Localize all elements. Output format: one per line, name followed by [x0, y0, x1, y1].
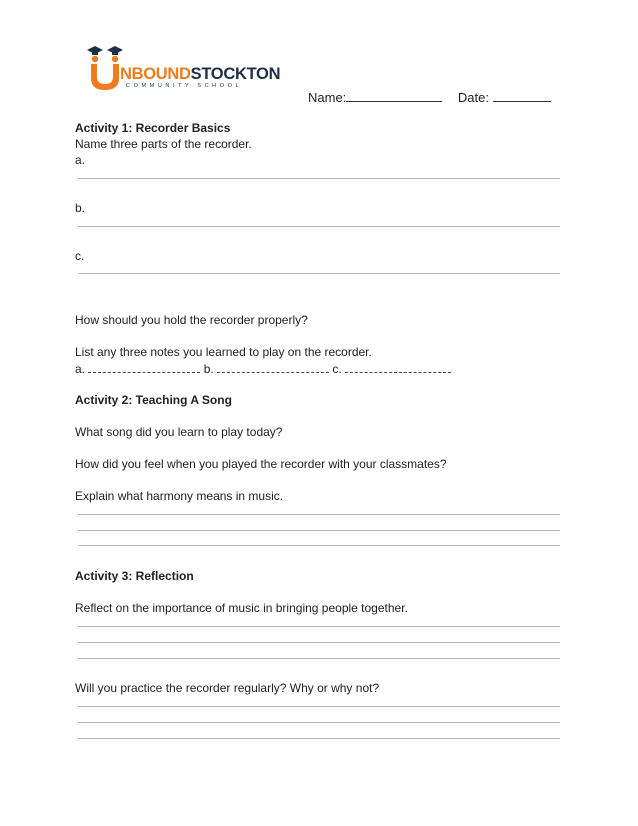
- question-harmony: Explain what harmony means in music.: [75, 489, 284, 503]
- answer-line[interactable]: [78, 226, 560, 227]
- answer-line[interactable]: [78, 738, 560, 739]
- item-b-label: b.: [75, 201, 86, 215]
- note-c-blank[interactable]: [345, 362, 451, 373]
- note-a-label: a.: [75, 362, 86, 376]
- question-song-learned: What song did you learn to play today?: [75, 425, 283, 439]
- notes-answer-row: [75, 362, 451, 376]
- item-a-label: a.: [75, 153, 86, 167]
- logo-subtitle: COMMUNITY SCHOOL: [126, 83, 243, 89]
- activity3-title: Activity 3: Reflection: [75, 569, 194, 583]
- school-logo: [86, 44, 281, 96]
- note-b-blank[interactable]: [217, 362, 329, 373]
- question-three-notes: List any three notes you learned to play on the recorder.: [75, 345, 372, 359]
- name-date-fields: [308, 89, 551, 105]
- answer-line[interactable]: [78, 626, 560, 627]
- date-label: Date:: [457, 90, 489, 105]
- answer-line[interactable]: [78, 706, 560, 707]
- date-blank[interactable]: [493, 89, 551, 102]
- note-a-blank[interactable]: [88, 362, 200, 373]
- answer-line[interactable]: [78, 514, 560, 515]
- note-b-label: b.: [203, 362, 214, 376]
- activity1-prompt: Name three parts of the recorder.: [75, 137, 252, 151]
- name-label: Name:: [308, 90, 347, 105]
- answer-line[interactable]: [78, 530, 560, 531]
- activity1-title: Activity 1: Recorder Basics: [75, 121, 231, 135]
- question-feelings: How did you feel when you played the recorder with your classmates?: [75, 457, 447, 471]
- answer-line[interactable]: [78, 642, 560, 643]
- answer-line[interactable]: [78, 722, 560, 723]
- question-practice-regularly: Will you practice the recorder regularly? Why or why not?: [75, 681, 380, 695]
- activity2-title: Activity 2: Teaching A Song: [75, 393, 232, 407]
- question-importance-of-music: Reflect on the importance of music in bringing people together.: [75, 601, 408, 615]
- name-blank[interactable]: [346, 89, 442, 102]
- question-hold-recorder: How should you hold the recorder properly?: [75, 313, 308, 327]
- answer-line[interactable]: [78, 178, 560, 179]
- answer-line[interactable]: [78, 658, 560, 659]
- item-c-label: c.: [75, 249, 85, 263]
- answer-line[interactable]: [78, 273, 560, 274]
- answer-line[interactable]: [78, 545, 560, 546]
- logo-wordmark: NBOUNDSTOCKTON: [120, 65, 281, 83]
- note-c-label: c.: [332, 362, 342, 376]
